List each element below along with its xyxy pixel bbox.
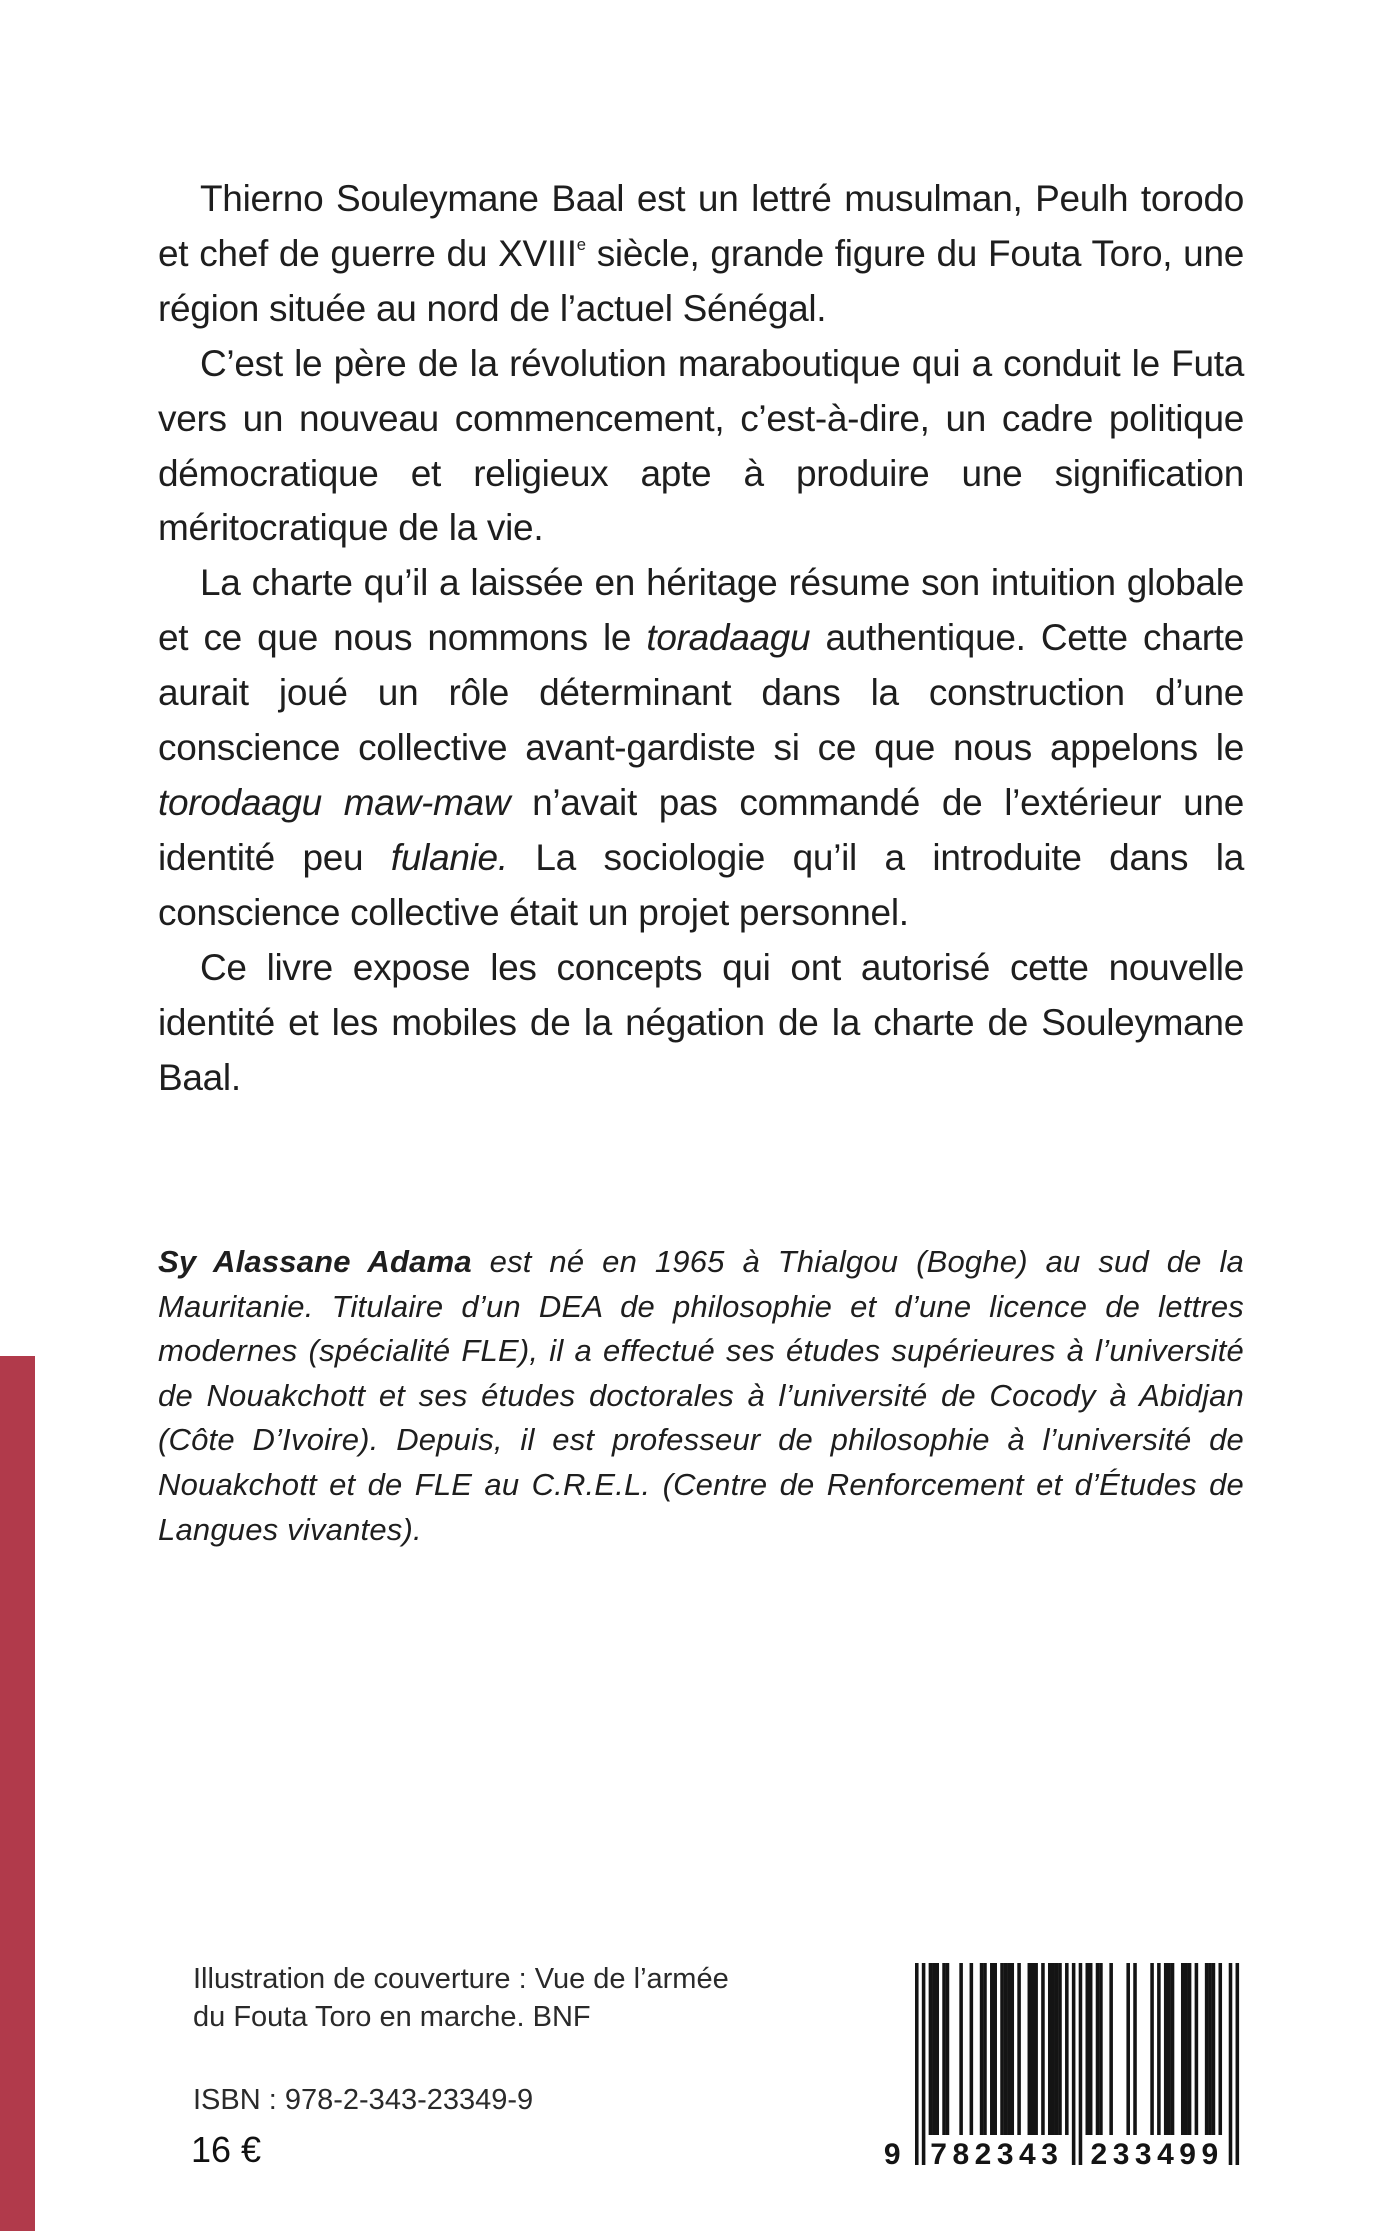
price-label: 16 €: [191, 2129, 262, 2170]
cover-illustration-credit: [193, 1960, 813, 2036]
svg-text:782343: 782343: [930, 2138, 1064, 2171]
credit-line-2: du Fouta Toro en marche. BNF: [193, 2001, 591, 2033]
book-summary: [158, 172, 1244, 1105]
svg-text:9: 9: [883, 2138, 907, 2171]
summary-text: n’avait pas commandé de l’extérieur une identité peu: [158, 781, 1244, 878]
author-bio-text: est né en 1965 à Thialgou (Boghe) au sud de la Mauritanie. Titulaire d’un DEA de philosophie et d’une licence de lettres modernes (spécialité FLE), il a effectué ses études supérieures à l’université de Nouakchott et ses études doctorales à l’université de Cocody à Abidjan (Côte D’Ivoire). Depuis, il est professeur de philosophie à l’université de Nouakchott et de FLE au C.R.E.L. (Centre de Renforcement et d’Études de Langues vivantes).: [158, 1244, 1244, 1547]
author-bio-paragraph: [158, 1240, 1244, 1552]
author-bio: [158, 1240, 1244, 1552]
summary-text: La sociologie qu’il a introduite dans la conscience collective était un projet personnel.: [158, 836, 1244, 933]
summary-paragraph-2: C’est le père de la révolution maraboutique qui a conduit le Futa vers un nouveau commencement, c’est-à-dire, un cadre politique démocratique et religieux apte à produire une signification méritocratique de la vie.: [158, 342, 1244, 549]
summary-text: Thierno Souleymane Baal est un lettré musulman, Peulh torodo et chef de guerre du XVIII: [158, 178, 1244, 274]
svg-text:233499: 233499: [1090, 2138, 1224, 2171]
summary-paragraph-1: [158, 172, 1244, 337]
superscript-e: e: [576, 235, 586, 255]
isbn-number: ISBN : 978-2-343-23349-9: [193, 2084, 534, 2116]
author-name: Sy Alassane Adama: [158, 1244, 472, 1279]
credit-line-1: Illustration de couverture : Vue de l’armée: [193, 1963, 729, 1995]
italic-term: fulanie.: [390, 836, 508, 878]
summary-text: siècle, grande figure du Fouta Toro, une région située au nord de l’actuel Sénégal.: [158, 232, 1244, 329]
summary-text: authentique. Cette charte aurait joué un rôle déterminant dans la construction d’une conscience collective avant-gardiste si ce que nous appelons le: [158, 617, 1244, 769]
accent-color-band: [0, 1356, 35, 2231]
summary-paragraph-3: [158, 556, 1244, 940]
summary-paragraph-4: Ce livre expose les concepts qui ont autorisé cette nouvelle identité et les mobiles de la négation de la charte de Souleymane Baal.: [158, 946, 1244, 1098]
italic-term: toradaagu: [646, 617, 811, 659]
summary-text: La charte qu’il a laissée en héritage résume son intuition globale et ce que nous nommons le: [158, 562, 1244, 659]
italic-term: torodaagu maw-maw: [158, 781, 511, 823]
ean13-barcode: [880, 1963, 1250, 2173]
barcode-graphic: [880, 1963, 1250, 2173]
